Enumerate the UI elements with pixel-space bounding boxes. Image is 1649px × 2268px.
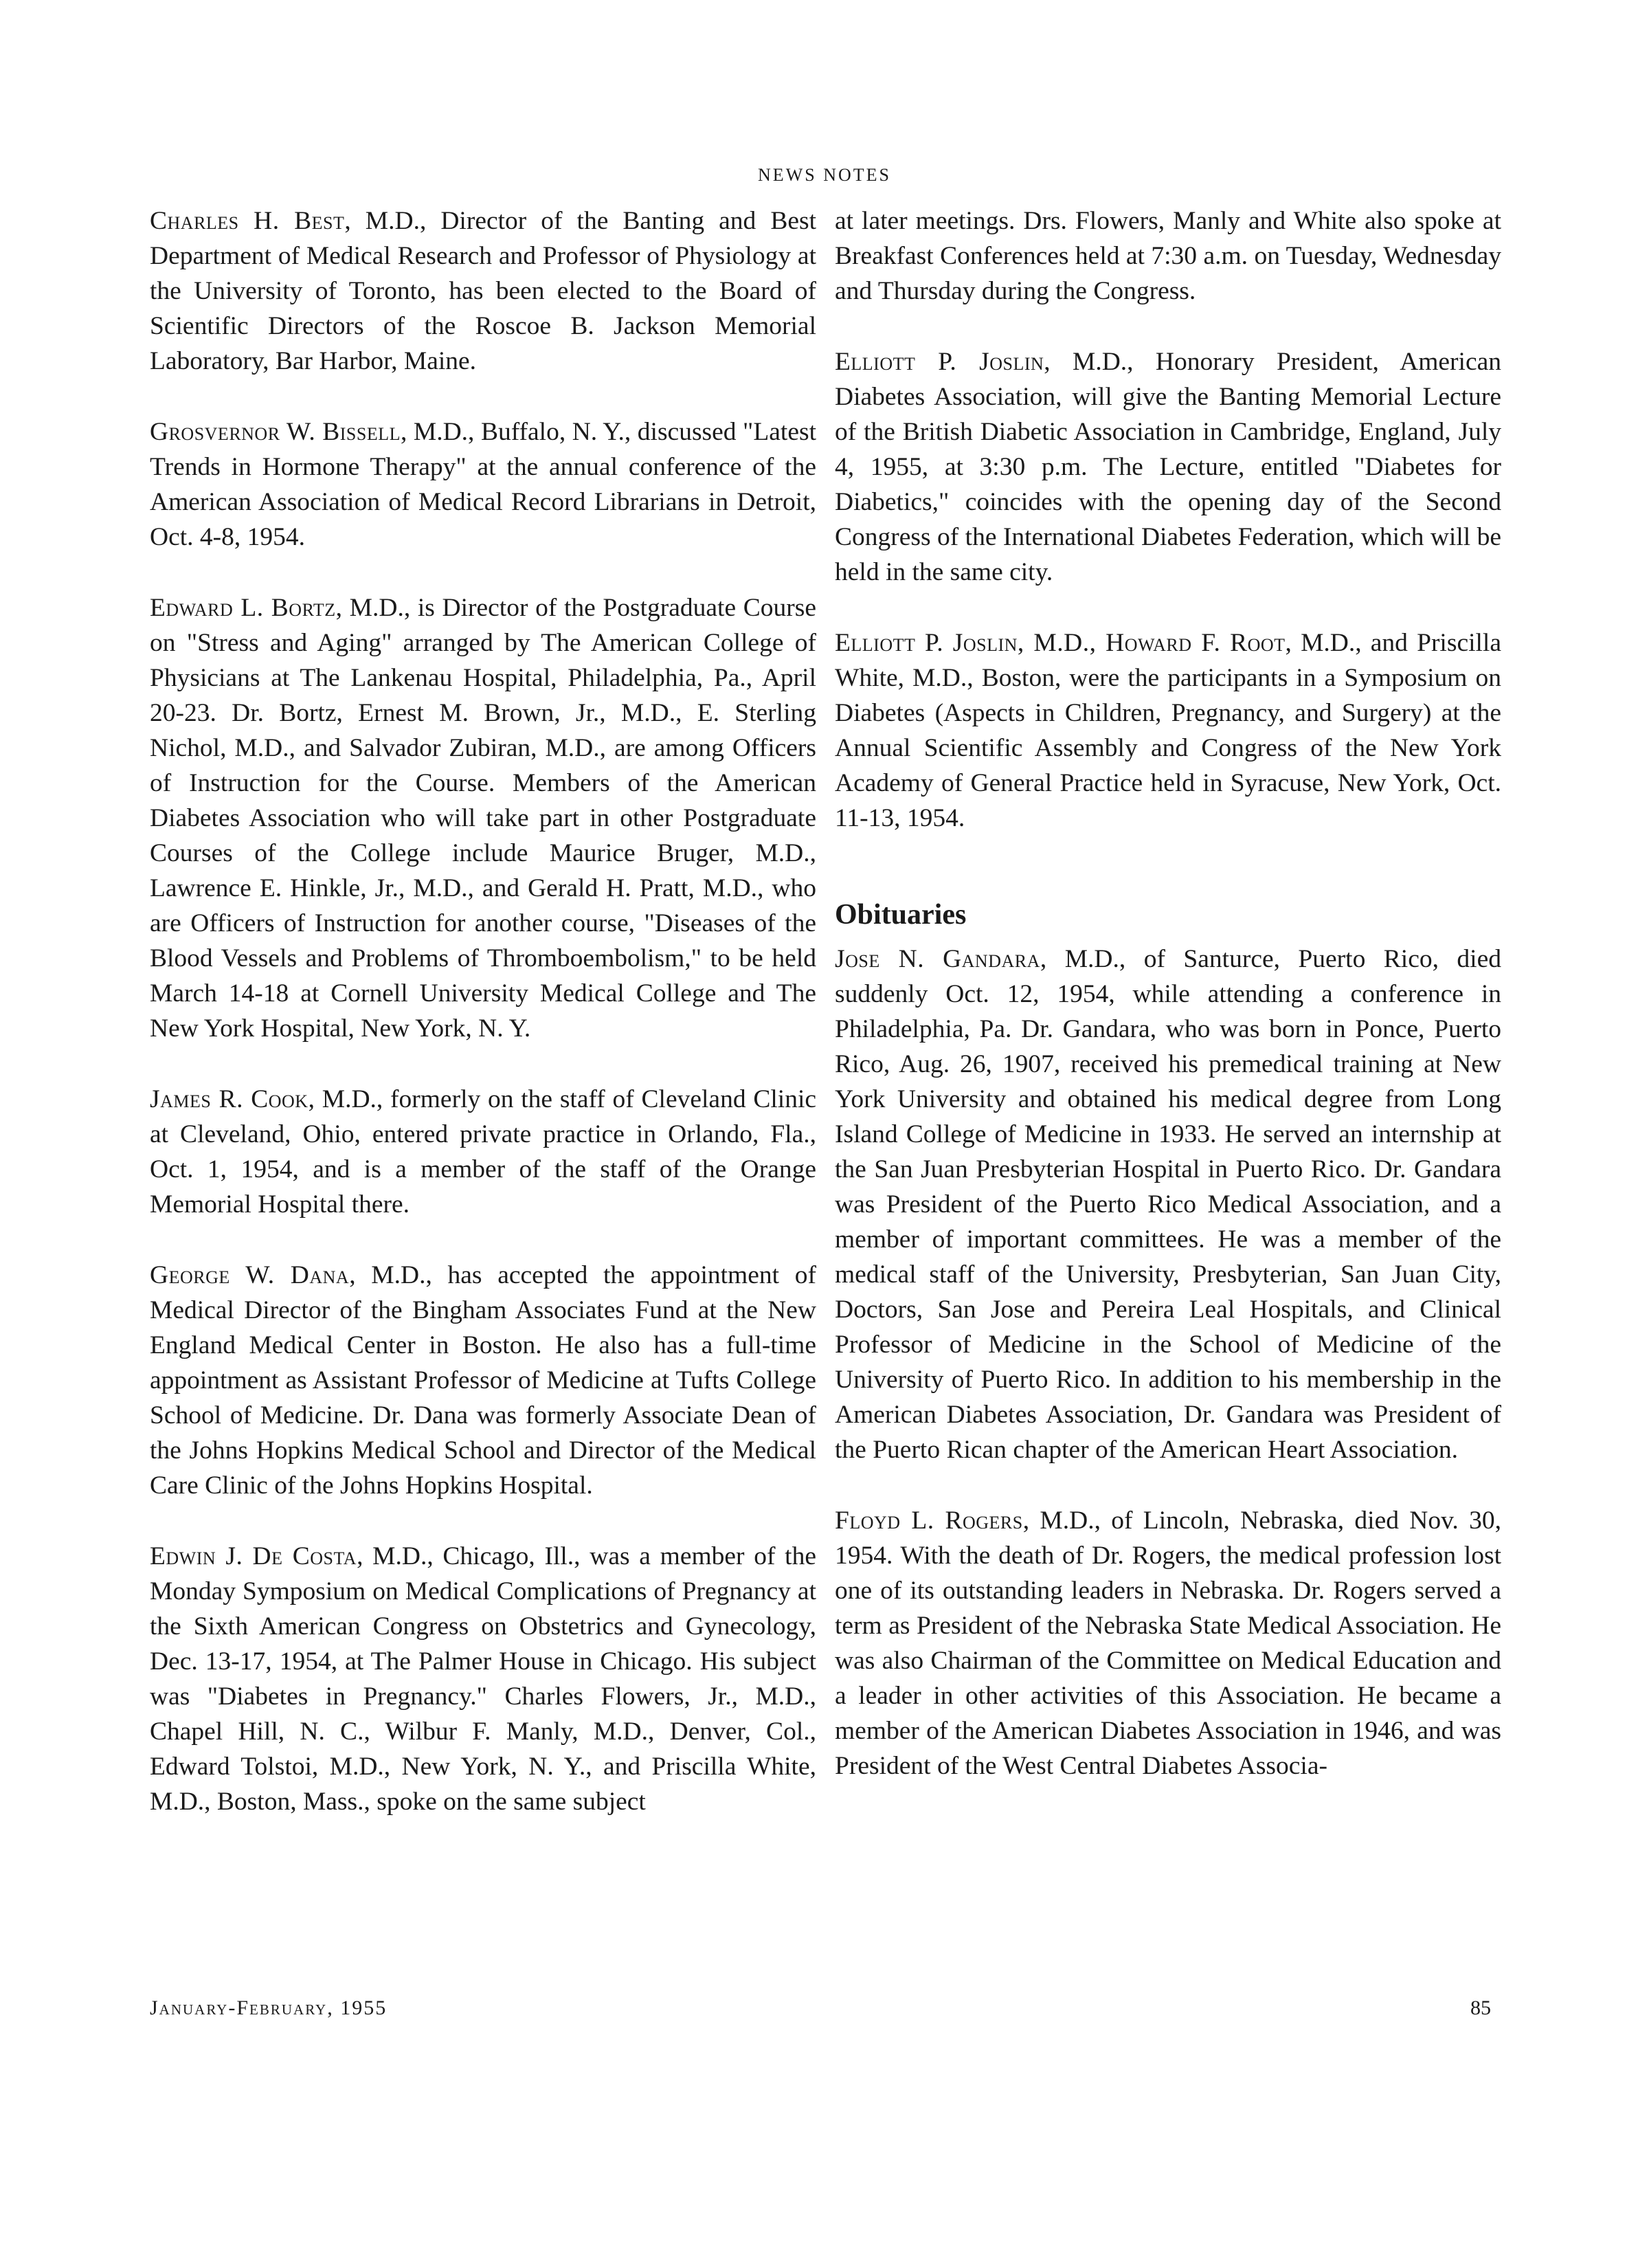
news-item: [150, 1082, 816, 1222]
item-text: , M.D., of Santurce, Puerto Rico, died suddenly Oct. 12, 1954, while attending a conference in Philadelphia, Pa. Dr. Gandara, who was born in Ponce, Puerto Rico, Aug. 26, 1907, received his premedical training at New York University and obtained his medical degree from Long Island College of Medicine in 1933. He served an internship at the San Juan Presbyterian Hospital in Puerto Rico. Dr. Gandara was President of the Puerto Rico Medical Association, and a member of important committees. He was a member of the medical staff of the University, Presbyterian, San Juan City, Doctors, San Jose and Pereira Leal Hospitals, and Clinical Professor of Medicine in the School of Medicine of the University of Puerto Rico. In addition to his membership in the American Diabetes Association, Dr. Gandara was President of the Puerto Rican chapter of the American Heart Association.: [835, 945, 1501, 1464]
running-head: NEWS NOTES: [758, 165, 891, 185]
item-name: Edwin J. De Costa: [150, 1542, 357, 1570]
item-name: Floyd L. Rogers: [835, 1507, 1023, 1535]
news-item-continued: [835, 203, 1501, 309]
news-item: [150, 1258, 816, 1503]
news-item: [835, 344, 1501, 590]
item-name: Charles H. Best: [150, 207, 345, 235]
item-text: , M.D., is Director of the Postgraduate Course on "Stress and Aging" arranged by The American College of Physicians at The Lankenau Hospital, Philadelphia, Pa., April 20-23. Dr. Bortz, Ernest M. Brown, Jr., M.D., E. Sterling Nichol, M.D., and Salvador Zubiran, M.D., are among Officers of Instruction for the Course. Members of the American Diabetes Association who will take part in other Postgraduate Courses of the College include Maurice Bruger, M.D., Lawrence E. Hinkle, Jr., M.D., and Gerald H. Pratt, M.D., who are Officers of Instruction for another course, "Diseases of the Blood Vessels and Problems of Thromboembolism," to be held March 14-18 at Cornell University Medical College and The New York Hospital, New York, N. Y.: [150, 594, 816, 1043]
news-item: [150, 590, 816, 1046]
news-item: [150, 414, 816, 555]
item-text: at later meetings. Drs. Flowers, Manly and White also spoke at Breakfast Conferences held at 7:30 a.m. on Tuesday, Wednesday and Thursday during the Congress.: [835, 207, 1501, 305]
item-text: , M.D., Director of the Banting and Best Department of Medical Research and Professor of Physiology at the University of Toronto, has been elected to the Board of Scientific Directors of the Roscoe B. Jackson Memorial Laboratory, Bar Harbor, Maine.: [150, 207, 816, 375]
item-text: , M.D., formerly on the staff of Cleveland Clinic at Cleveland, Ohio, entered private practice in Orlando, Fla., Oct. 1, 1954, and is a member of the staff of the Orange Memorial Hospital there.: [150, 1085, 817, 1219]
item-text: , M.D., Chicago, Ill., was a member of the Monday Symposium on Medical Complications of Pregnancy at the Sixth American Congress on Obstetrics and Gynecology, Dec. 13-17, 1954, at The Palmer House in Chicago. His subject was "Diabetes in Pregnancy." Charles Flowers, Jr., M.D., Chapel Hill, N. C., Wilbur F. Manly, M.D., Denver, Col., Edward Tolstoi, M.D., New York, N. Y., and Priscilla White, M.D., Boston, Mass., spoke on the same subject: [150, 1542, 816, 1816]
footer-issue: January-February, 1955: [150, 1997, 388, 2019]
news-item: [150, 1539, 816, 1819]
obituary-item: [835, 942, 1501, 1467]
item-name: Elliott P. Joslin, M.D., Howard F. Root: [835, 629, 1286, 657]
item-text: , M.D., Honorary President, American Diabetes Association, will give the Banting Memorial Lecture of the British Diabetic Association in Cambridge, England, July 4, 1955, at 3:30 p.m. The Lecture, entitled "Diabetes for Diabetics," coincides with the opening day of the Second Congress of the International Diabetes Federation, which will be held in the same city.: [835, 348, 1501, 586]
left-column: [150, 203, 816, 1855]
item-name: Jose N. Gandara: [835, 945, 1040, 973]
news-item: [150, 203, 816, 379]
item-name: Edward L. Bortz: [150, 594, 336, 622]
item-text: , M.D., has accepted the appointment of Medical Director of the Bingham Associates Fund at the New England Medical Center in Boston. He also has a full-time appointment as Assistant Professor of Medicine at Tufts College School of Medicine. Dr. Dana was formerly Associate Dean of the Johns Hopkins Medical School and Director of the Medical Care Clinic of the Johns Hopkins Hospital.: [150, 1261, 816, 1500]
obituaries-heading: Obituaries: [835, 899, 967, 931]
item-text: , M.D., and Priscilla White, M.D., Boston, were the participants in a Symposium on Diabetes (Aspects in Children, Pregnancy, and Surgery) at the Annual Scientific Assembly and Congress of the New York Academy of General Practice held in Syracuse, New York, Oct. 11-13, 1954.: [835, 629, 1501, 832]
item-name: Elliott P. Joslin: [835, 348, 1044, 376]
obituary-item: [835, 1503, 1501, 1783]
news-item: [835, 625, 1501, 836]
item-name: Grosvernor W. Bissell: [150, 418, 401, 446]
item-name: James R. Cook: [150, 1085, 309, 1113]
item-text: , M.D., of Lincoln, Nebraska, died Nov. 30, 1954. With the death of Dr. Rogers, the medical profession lost one of its outstanding leaders in Nebraska. Dr. Rogers served a term as President of the Nebraska State Medical Association. He was also Chairman of the Committee on Medical Education and a leader in other activities of this Association. He became a member of the American Diabetes Association in 1946, and was President of the West Central Diabetes Associa-: [835, 1507, 1501, 1780]
item-text: , M.D., Buffalo, N. Y., discussed "Latest Trends in Hormone Therapy" at the annual conference of the American Association of Medical Record Librarians in Detroit, Oct. 4-8, 1954.: [150, 418, 816, 551]
item-name: George W. Dana: [150, 1261, 350, 1289]
page-number: 85: [1470, 1997, 1491, 2019]
right-column: [835, 203, 1501, 1819]
